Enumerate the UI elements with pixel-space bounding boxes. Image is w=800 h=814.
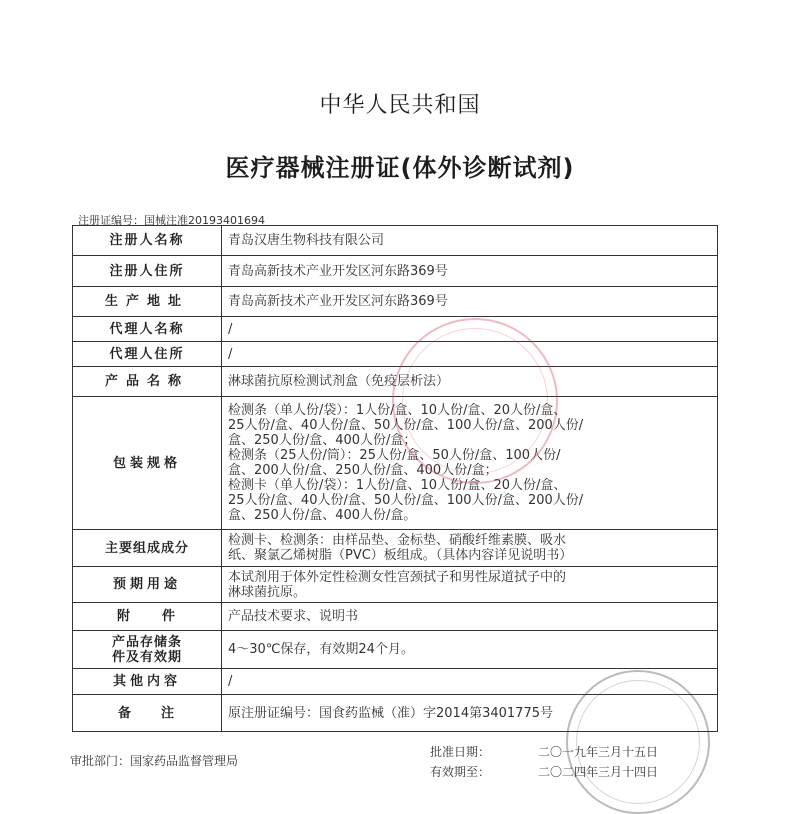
document-title: 医疗器械注册证(体外诊断试剂) [225,154,575,182]
valid-until-date: 二〇二四年三月十四日 [538,765,659,779]
remarks-label-right: 注 [161,705,177,721]
field-label: 附 件 [73,603,222,631]
intended-use [222,567,718,603]
table-row [73,669,718,695]
production-address: 青岛高新技术产业开发区河东路369号 [222,287,718,317]
spec-line: 盒、250人份/盒、400人份/盒。 [228,508,417,523]
spec-line: 检测卡（单人份/袋）：1人份/盒、10人份/盒、20人份/盒、 [228,478,567,493]
product-name: 淋球菌抗原检测试剂盒（免疫层析法） [222,367,718,397]
other-content: / [222,669,718,695]
attachments: 产品技术要求、说明书 [222,603,718,631]
field-label: 包装规格 [73,397,222,530]
composition [222,530,718,567]
spec-line: 25人份/盒、40人份/盒、50人份/盒、100人份/盒、200人份/ [228,418,584,433]
table-row [73,603,718,631]
table-row [73,367,718,397]
approval-department: 审批部门：国家药品监督管理局 [70,754,239,768]
storage-label-line: 件及有效期 [111,649,182,665]
table-row [73,342,718,367]
table-row [73,226,718,256]
table-row [73,397,718,530]
table-row [73,317,718,342]
table-row [73,567,718,603]
field-label: 主要组成成分 [73,530,222,567]
field-label: 预期用途 [73,567,222,603]
table-row [73,695,718,732]
remarks-label-left: 备 [117,705,133,721]
field-label [73,631,222,669]
package-spec [222,397,718,530]
field-label: 注册人住所 [73,256,222,287]
storage-conditions: 4～30℃保存，有效期24个月。 [222,631,718,669]
table-row [73,530,718,567]
agent-name: / [222,317,718,342]
table-row [73,287,718,317]
spec-line: 检测条（单人份/袋）：1人份/盒、10人份/盒、20人份/盒、 [228,403,567,418]
composition-line: 检测卡、检测条：由样品垫、金标垫、硝酸纤维素膜、吸水 [228,533,567,548]
field-label: 生产地址 [73,287,222,317]
valid-until-label: 有效期至： [430,765,491,779]
field-label: 代理人住所 [73,342,222,367]
registrant-address: 青岛高新技术产业开发区河东路369号 [222,256,718,287]
spec-line: 检测条（25人份/筒）：25人份/盒、50人份/盒、100人份/ [228,448,561,463]
field-label: 产品名称 [73,367,222,397]
intended-use-line: 淋球菌抗原。 [228,584,307,600]
registration-number: 注册证编号：国械注准20193401694 [78,214,265,227]
table-row [73,256,718,287]
registrant-name: 青岛汉唐生物科技有限公司 [222,226,718,256]
spec-line: 盒、200人份/盒、250人份/盒、400人份/盒； [228,463,498,478]
remarks: 原注册证编号：国食药监械（准）字2014第3401775号 [222,695,718,732]
field-label [73,695,222,732]
approval-date-label: 批准日期： [430,745,491,759]
approval-date: 二〇一九年三月十五日 [538,745,659,759]
spec-line: 25人份/盒、40人份/盒、50人份/盒、100人份/盒、200人份/ [228,493,584,508]
field-label: 注册人名称 [73,226,222,256]
country-title: 中华人民共和国 [319,93,481,118]
composition-line: 纸、聚氯乙烯树脂（PVC）板组成。（具体内容详见说明书） [228,548,573,563]
table-row [73,631,718,669]
certificate-table [72,225,718,732]
spec-line: 盒、250人份/盒、400人份/盒； [228,433,417,448]
field-label: 代理人名称 [73,317,222,342]
agent-address: / [222,342,718,367]
storage-label-line: 产品存储条 [111,634,182,650]
field-label: 其他内容 [73,669,222,695]
intended-use-line: 本试剂用于体外定性检测女性宫颈拭子和男性尿道拭子中的 [228,569,567,585]
